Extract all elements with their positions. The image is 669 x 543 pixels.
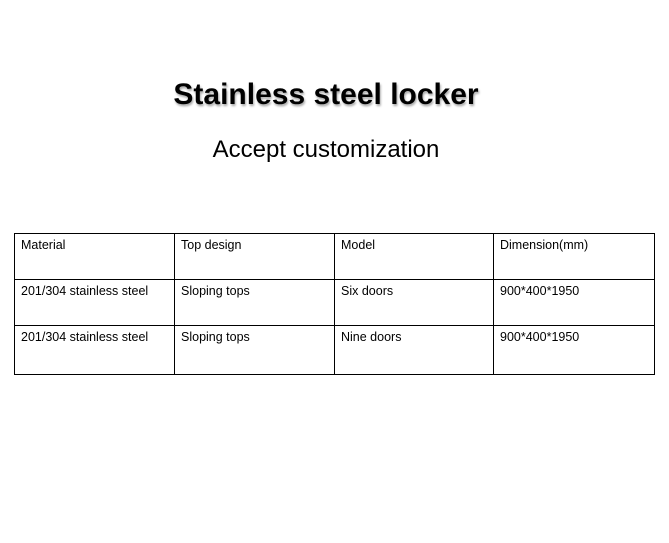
column-header-material: Material bbox=[15, 234, 175, 280]
column-header-dimension: Dimension(mm) bbox=[494, 234, 655, 280]
cell-material: 201/304 stainless steel bbox=[15, 280, 175, 326]
cell-dimension: 900*400*1950 bbox=[494, 280, 655, 326]
table-row bbox=[15, 326, 655, 375]
page-subtitle: Accept customization bbox=[212, 136, 440, 163]
column-header-top-design: Top design bbox=[175, 234, 335, 280]
cell-material: 201/304 stainless steel bbox=[15, 326, 175, 375]
page-title: Stainless steel locker bbox=[173, 78, 479, 111]
table-header-row bbox=[15, 234, 655, 280]
specs-table bbox=[14, 233, 655, 375]
cell-top-design: Sloping tops bbox=[175, 280, 335, 326]
cell-model: Six doors bbox=[335, 280, 494, 326]
cell-top-design: Sloping tops bbox=[175, 326, 335, 375]
column-header-model: Model bbox=[335, 234, 494, 280]
cell-model: Nine doors bbox=[335, 326, 494, 375]
cell-dimension: 900*400*1950 bbox=[494, 326, 655, 375]
table-row bbox=[15, 280, 655, 326]
